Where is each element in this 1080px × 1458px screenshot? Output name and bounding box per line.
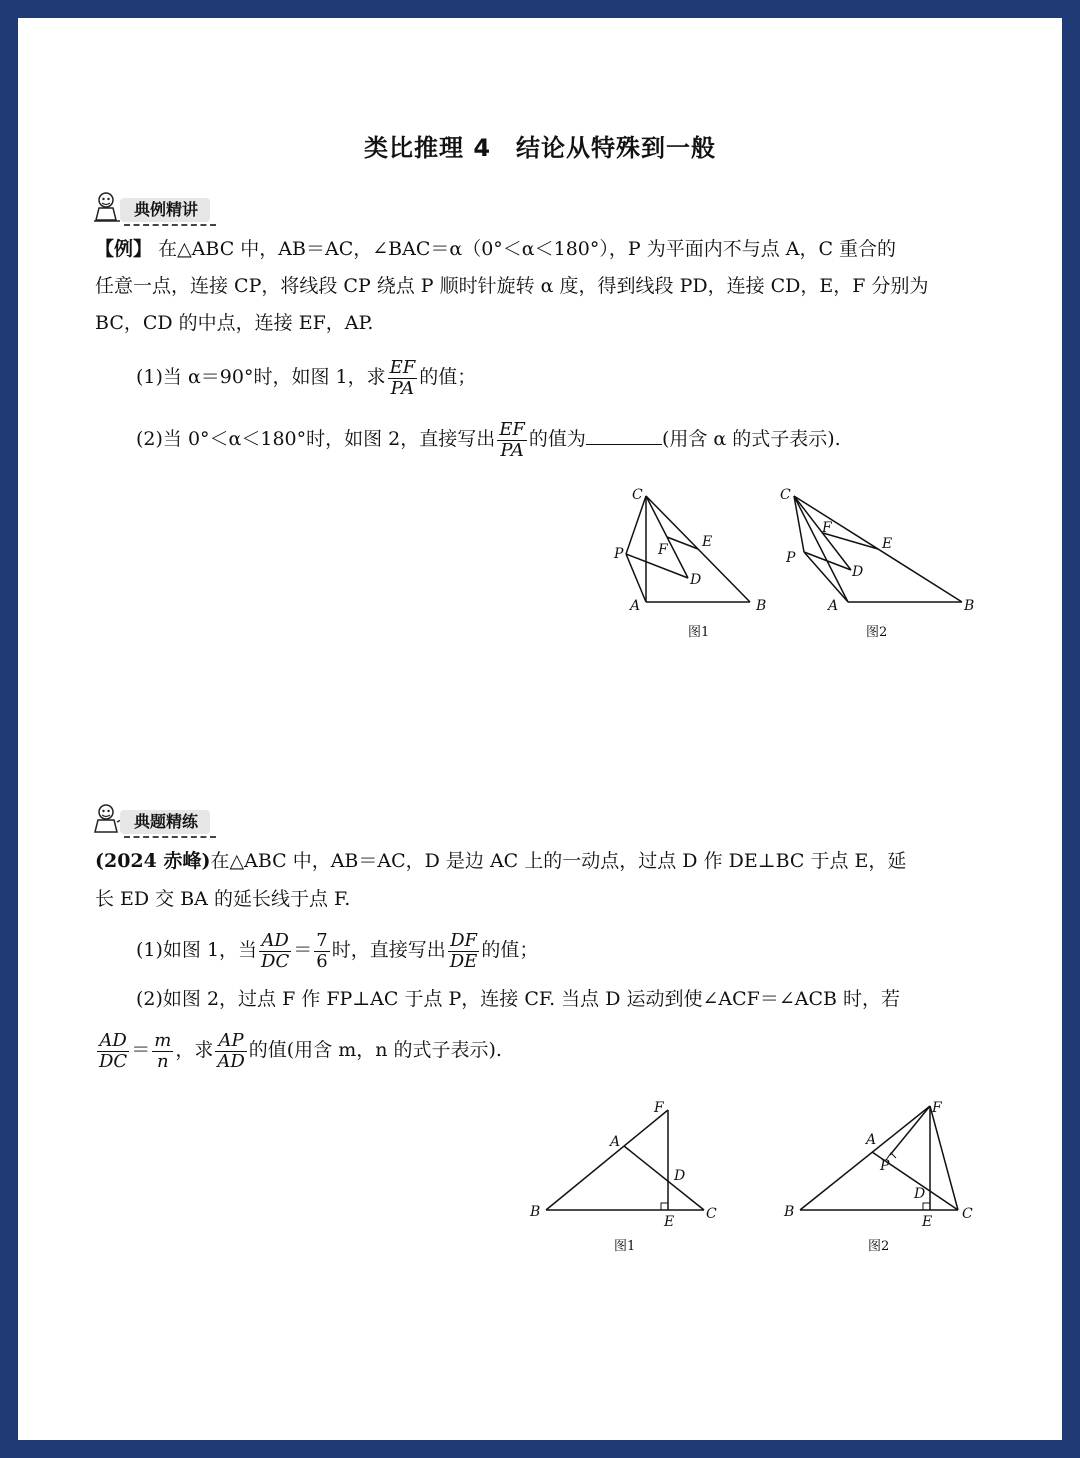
example-question-1 bbox=[136, 356, 975, 399]
practice-figure-1 bbox=[522, 1094, 732, 1259]
practice-question-2-line-1: (2)如图 2，过点 F 作 FP⊥AC 于点 P，连接 CF. 当点 D 运动到使∠ACF＝∠ACB 时，若 bbox=[136, 988, 901, 1010]
example-line-1 bbox=[95, 236, 975, 262]
practice-source: (2024 赤峰) bbox=[95, 850, 211, 872]
segment-bf bbox=[800, 1106, 930, 1210]
figure-caption: 图1 bbox=[614, 1239, 636, 1254]
label-e: E bbox=[664, 1214, 675, 1230]
page-title: 类比推理 4 结论从特殊到一般 bbox=[363, 134, 717, 162]
practice-question-2-line-2 bbox=[95, 1028, 975, 1072]
example-line-2: 任意一点，连接 CP，将线段 CP 绕点 P 顺时针旋转 α 度，得到线段 PD，连接 CD，E，F 分别为 bbox=[95, 275, 929, 297]
fraction-denominator: PA bbox=[500, 439, 524, 461]
fraction-denominator: n bbox=[156, 1050, 169, 1072]
example-figure-1 bbox=[600, 482, 780, 647]
label-d: D bbox=[852, 564, 864, 580]
fraction-numerator: DF bbox=[448, 931, 480, 952]
label-d: D bbox=[914, 1186, 926, 1202]
label-c: C bbox=[706, 1206, 717, 1222]
example-figure-2 bbox=[776, 482, 986, 647]
label-e: E bbox=[702, 534, 713, 550]
label-a: A bbox=[866, 1132, 877, 1148]
label-a: A bbox=[828, 598, 839, 614]
q1-text: (1)当 α＝90°时，如图 1，求 bbox=[136, 366, 386, 388]
equals-sign: ＝ bbox=[293, 939, 313, 961]
fraction-denominator: PA bbox=[390, 377, 415, 399]
label-a: A bbox=[610, 1134, 621, 1150]
q1-text: (1)如图 1，当 bbox=[136, 939, 258, 961]
section-label: 典题精练 bbox=[120, 810, 210, 834]
practice-figure-2 bbox=[776, 1094, 986, 1259]
example-tag: 【例】 bbox=[95, 238, 153, 260]
label-p: P bbox=[786, 550, 796, 566]
fraction-numerator: AP bbox=[215, 1031, 246, 1052]
segment-cp bbox=[626, 496, 646, 554]
label-d: D bbox=[690, 572, 702, 588]
practice-question-1 bbox=[136, 928, 975, 972]
practice-line-1 bbox=[95, 848, 975, 874]
segment-bf bbox=[546, 1110, 668, 1210]
label-p: P bbox=[614, 546, 624, 562]
right-angle-mark bbox=[923, 1203, 930, 1210]
label-c: C bbox=[780, 487, 791, 503]
answer-blank[interactable] bbox=[586, 426, 662, 445]
q2-mid: ，求 bbox=[175, 1039, 214, 1061]
section-label: 典例精讲 bbox=[120, 198, 210, 222]
label-b: B bbox=[784, 1204, 795, 1220]
q2-text: (2)当 0°＜α＜180°时，如图 2，直接写出 bbox=[136, 428, 496, 450]
fraction-ad-dc bbox=[259, 931, 291, 972]
label-e: E bbox=[922, 1214, 933, 1230]
right-angle-mark bbox=[661, 1203, 668, 1210]
fraction-denominator: DE bbox=[449, 950, 478, 972]
fraction-numerator: m bbox=[154, 1029, 172, 1051]
q1-suffix: 的值； bbox=[419, 366, 477, 388]
section-badge-example bbox=[92, 190, 232, 224]
practice-line-2: 长 ED 交 BA 的延长线于点 F. bbox=[95, 888, 351, 910]
label-b: B bbox=[756, 598, 767, 614]
fraction-denominator: DC bbox=[261, 950, 290, 972]
label-c: C bbox=[632, 487, 643, 503]
q1-suffix: 的值； bbox=[481, 939, 539, 961]
q1-mid: 时，直接写出 bbox=[331, 939, 446, 961]
label-e: E bbox=[882, 536, 893, 552]
fraction-numerator: EF bbox=[499, 418, 525, 440]
segment-ac bbox=[624, 1146, 704, 1210]
label-b: B bbox=[530, 1204, 541, 1220]
label-f: F bbox=[932, 1100, 942, 1116]
fraction-7-6 bbox=[314, 931, 329, 972]
fraction-numerator: EF bbox=[389, 356, 416, 378]
label-f: F bbox=[822, 520, 832, 536]
fraction-numerator: 7 bbox=[316, 929, 328, 951]
q2-mid: 的值为 bbox=[528, 428, 586, 450]
segment-fp bbox=[890, 1106, 930, 1155]
fraction-ad-dc bbox=[97, 1031, 129, 1072]
fraction-ef-pa bbox=[497, 420, 527, 461]
equals-sign: ＝ bbox=[131, 1039, 151, 1061]
fraction-m-n bbox=[152, 1031, 173, 1072]
fraction-ap-ad bbox=[215, 1031, 246, 1072]
q2-suffix: (用含 α 的式子表示). bbox=[661, 428, 841, 450]
example-line-3: BC，CD 的中点，连接 EF，AP. bbox=[95, 312, 374, 334]
fraction-numerator: AD bbox=[259, 931, 291, 952]
label-f: F bbox=[658, 542, 668, 558]
example-question-2 bbox=[136, 418, 975, 461]
fraction-ef-pa bbox=[388, 358, 418, 399]
label-p: P bbox=[880, 1158, 890, 1174]
label-d: D bbox=[674, 1168, 686, 1184]
fraction-denominator: AD bbox=[217, 1050, 245, 1072]
fraction-numerator: AD bbox=[97, 1031, 129, 1052]
practice-text-1: 在△ABC 中，AB＝AC，D 是边 AC 上的一动点，过点 D 作 DE⊥BC 于点 E，延 bbox=[210, 850, 907, 872]
figure-caption: 图1 bbox=[688, 625, 710, 640]
label-c: C bbox=[962, 1206, 973, 1222]
figure-caption: 图2 bbox=[868, 1239, 890, 1254]
fraction-df-de bbox=[448, 931, 480, 972]
label-f: F bbox=[654, 1100, 664, 1116]
fraction-denominator: 6 bbox=[316, 950, 328, 972]
fraction-denominator: DC bbox=[99, 1050, 128, 1072]
figure-caption: 图2 bbox=[866, 625, 888, 640]
label-b: B bbox=[964, 598, 975, 614]
segment-ca bbox=[794, 496, 848, 602]
section-badge-practice bbox=[92, 802, 232, 836]
q2-suffix: 的值(用含 m，n 的式子表示). bbox=[248, 1039, 502, 1061]
label-a: A bbox=[630, 598, 641, 614]
example-text-1: 在△ABC 中，AB＝AC，∠BAC＝α（0°＜α＜180°），P 为平面内不与点 A，C 重合的 bbox=[158, 238, 897, 260]
